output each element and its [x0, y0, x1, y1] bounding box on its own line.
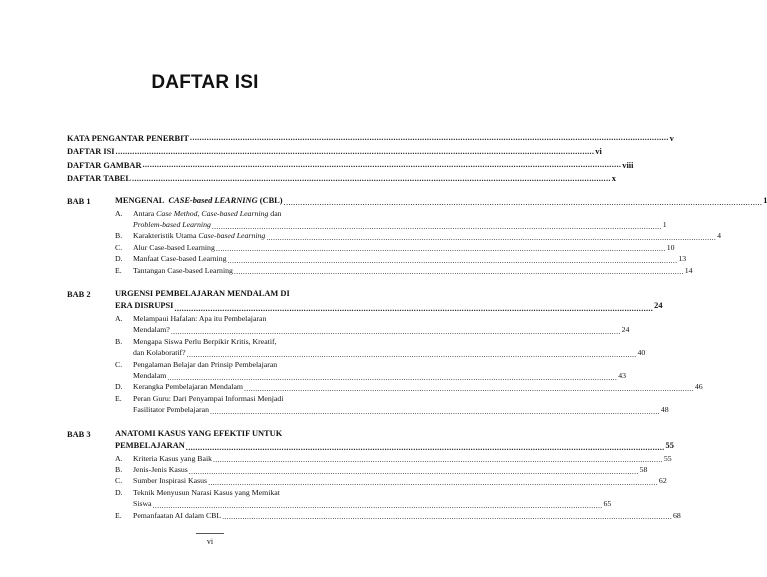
table-of-contents [67, 129, 767, 521]
chapter-title-line1: ANATOMI KASUS YANG EFEKTIF UNTUK [115, 428, 283, 438]
section-letter: D. [115, 254, 123, 264]
section-letter: D. [115, 487, 123, 497]
section-letter: E. [115, 265, 122, 275]
chapter-1 [67, 195, 767, 276]
section-letter: A. [115, 208, 123, 218]
chapter-number: BAB 3 [67, 429, 91, 439]
section-title: Jenis-Jenis Kasus [133, 465, 188, 474]
toc-entry-contents [67, 143, 602, 157]
section-entry [115, 242, 675, 253]
toc-entry-label: DAFTAR ISI [67, 147, 115, 156]
toc-entry-page: x [611, 174, 616, 183]
chapter-title-row [115, 440, 674, 453]
section-page: 58 [639, 465, 648, 474]
toc-entry-label: KATA PENGANTAR PENERBIT [67, 133, 189, 143]
toc-entry-tables [67, 170, 616, 184]
section-page: 13 [678, 254, 687, 264]
section-letter: A. [115, 453, 123, 463]
toc-entry-figures [67, 156, 634, 170]
section-entry [115, 336, 646, 359]
section-page: 65 [603, 499, 612, 509]
dot-leader [189, 468, 639, 476]
dot-leader [208, 479, 658, 487]
section-page: 68 [672, 510, 681, 520]
section-title-line1: Melampaui Hafalan: Apa itu Pembelajaran [133, 313, 267, 323]
section-page: 1 [662, 219, 667, 229]
section-title-line2: dan Kolaboratif? [133, 348, 186, 358]
section-letter: E. [115, 510, 122, 520]
section-entry [115, 230, 722, 241]
section-letter: B. [115, 465, 123, 474]
section-entry [115, 510, 681, 521]
dot-leader [186, 444, 665, 452]
dot-leader [222, 513, 672, 521]
page-title: DAFTAR ISI [151, 72, 259, 93]
dot-leader [171, 328, 621, 336]
chapter-page: 1 [763, 196, 767, 205]
section-entry [115, 359, 626, 382]
chapter-title-line1: URGENSI PEMBELAJARAN MENDALAM DI [115, 288, 290, 298]
section-title-line2: Mendalam? [133, 325, 170, 335]
toc-entry-label: DAFTAR TABEL [67, 174, 131, 183]
section-entry [115, 487, 612, 510]
section-title-line2: Fasilitator Pembelajaran [133, 405, 209, 415]
dot-leader [174, 305, 653, 313]
chapter-3 [67, 428, 681, 521]
dot-leader [187, 351, 637, 359]
section-page: 40 [637, 348, 646, 358]
section-page: 46 [694, 382, 703, 392]
section-page: 62 [658, 476, 667, 486]
section-entry [115, 313, 630, 336]
section-title-line1: Peran Guru: Dari Penyampai Informasi Menjadi [133, 393, 284, 403]
footer-rule [196, 533, 224, 534]
section-letter: C. [115, 359, 123, 369]
dot-leader [244, 385, 694, 393]
section-title: Pemanfaatan AI dalam CBL [133, 510, 222, 520]
chapter-title-line2: PEMBELAJARAN [115, 441, 185, 451]
dot-leader [213, 456, 663, 464]
section-letter: C. [115, 242, 123, 252]
section-letter: B. [115, 231, 123, 241]
section-letter: B. [115, 336, 123, 346]
dot-leader [266, 234, 716, 242]
section-title: Kriteria Kasus yang Baik [133, 453, 213, 463]
toc-entry-page: v [669, 133, 674, 143]
chapter-number: BAB 2 [67, 289, 91, 299]
section-page: 43 [618, 370, 626, 380]
section-entry [115, 464, 648, 475]
section-title-line1: Antara Case Method, Case-based Learning dan [133, 208, 282, 218]
section-title-line1: Teknik Menyusun Narasi Kasus yang Memikat [133, 487, 280, 497]
dot-leader [143, 161, 622, 169]
chapter-title-row [115, 195, 767, 208]
section-title: Alur Case-based Learning [133, 242, 215, 252]
section-title-line2: Mendalam [133, 370, 167, 380]
dot-leader [212, 223, 662, 231]
section-title-line1: Mengapa Siswa Perlu Berpikir Kritis, Kreatif, [133, 336, 277, 346]
toc-entry-page: vi [595, 147, 602, 156]
dot-leader [190, 134, 669, 142]
section-letter: A. [115, 313, 123, 323]
dot-leader [153, 502, 603, 510]
section-title: Manfaat Case-based Learning [133, 254, 227, 264]
section-page: 48 [660, 405, 669, 415]
section-title-line2: Problem-based Learning [133, 219, 211, 229]
section-entry [115, 393, 669, 416]
section-title: Sumber Inspirasi Kasus [133, 476, 208, 486]
page-number: vi [206, 537, 214, 546]
section-title: Tantangan Case-based Learning [133, 265, 233, 275]
section-entry [115, 381, 703, 392]
dot-leader [210, 408, 660, 416]
section-letter: D. [115, 382, 123, 392]
section-title: Karakteristik Utama Case-based Learning [133, 231, 266, 241]
chapter-title: MENGENAL CASE-based LEARNING (CBL) [115, 196, 283, 205]
chapter-number: BAB 1 [67, 197, 91, 206]
dot-leader [234, 268, 684, 276]
chapter-page: 55 [665, 441, 674, 451]
toc-entry-page: viii [622, 160, 634, 170]
section-page: 55 [663, 453, 672, 463]
section-entry [115, 253, 687, 264]
section-title-line1: Pengalaman Belajar dan Prinsip Pembelajaran [133, 359, 278, 369]
section-title: Kerangka Pembelajaran Mendalam [133, 382, 243, 392]
dot-leader [167, 374, 617, 382]
toc-entry-label: DAFTAR GAMBAR [67, 160, 142, 170]
chapter-page: 24 [654, 301, 663, 311]
section-letter: C. [115, 476, 123, 486]
dot-leader [216, 245, 666, 253]
dot-leader [284, 199, 763, 207]
section-page: 24 [621, 325, 630, 335]
dot-leader [228, 257, 678, 265]
section-page: 14 [684, 265, 693, 275]
section-page: 4 [717, 231, 722, 241]
section-title-line2: Siswa [133, 499, 152, 509]
section-letter: E. [115, 393, 122, 403]
section-entry [115, 453, 672, 464]
dot-leader [116, 148, 595, 156]
section-entry [115, 475, 667, 486]
toc-entry-preface [67, 129, 674, 143]
section-entry [115, 208, 667, 231]
dot-leader [132, 175, 611, 183]
section-entry [115, 265, 693, 276]
chapter-title-line2: ERA DISRUPSI [115, 301, 174, 311]
chapter-title-row [115, 300, 663, 313]
chapter-2 [67, 288, 703, 416]
section-page: 10 [666, 242, 675, 252]
